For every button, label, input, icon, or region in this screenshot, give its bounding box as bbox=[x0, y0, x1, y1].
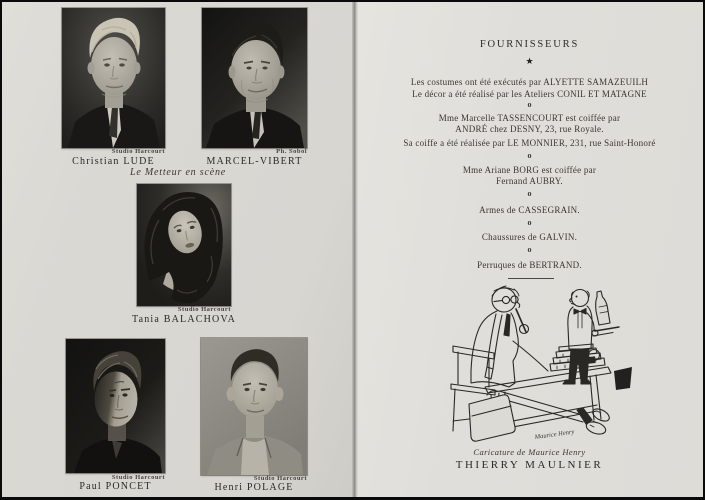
caricature-signature: Maurice Henry bbox=[534, 428, 575, 441]
photo-henri-polage bbox=[201, 338, 307, 475]
caricature-credit: Caricature de Maurice Henry bbox=[473, 447, 586, 457]
supplier-line: Perruques de BERTRAND. bbox=[477, 260, 582, 270]
caricature-drawing bbox=[447, 283, 632, 447]
supplier-line: Fernand AUBRY. bbox=[496, 176, 563, 186]
portrait-name-christian-lude: Christian LUDE bbox=[72, 156, 155, 167]
photo-marcel-vibert bbox=[202, 8, 307, 148]
circle-separator-icon: o bbox=[527, 151, 532, 160]
star-ornament-icon: ★ bbox=[525, 56, 534, 66]
fournisseurs-heading: FOURNISSEURS bbox=[479, 39, 580, 50]
circle-separator-icon: o bbox=[527, 245, 532, 254]
caricature-subject-name: THIERRY MAULNIER bbox=[455, 459, 604, 471]
supplier-line: Sa coiffe a été réalisée par LE MONNIER, 231, rue Saint-Honoré bbox=[403, 138, 656, 148]
supplier-line: Les costumes ont été exécutés par ALYETTE SAMAZEUILH bbox=[410, 77, 649, 87]
supplier-line: Le décor a été réalisé par les Ateliers CONIL ET MATAGNE bbox=[412, 89, 647, 99]
supplier-line: Armes de CASSEGRAIN. bbox=[479, 205, 580, 215]
photo-credit: Studio Harcourt bbox=[111, 148, 165, 155]
section-divider bbox=[508, 278, 554, 279]
photo-credit: Ph. Sobol bbox=[276, 148, 307, 155]
photo-christian-lude bbox=[62, 8, 165, 148]
supplier-line: Mme Ariane BORG est coiffée par bbox=[462, 165, 597, 175]
photo-credit: Studio Harcourt bbox=[253, 475, 307, 482]
portrait-name-tania-balachova: Tania BALACHOVA bbox=[131, 314, 237, 325]
role-caption: Le Metteur en scène bbox=[129, 167, 226, 178]
photo-tania-balachova bbox=[137, 184, 231, 306]
portrait-name-marcel-vibert: MARCEL-VIBERT bbox=[206, 156, 303, 167]
photo-credit: Studio Harcourt bbox=[111, 474, 165, 481]
supplier-line: ANDRÉ chez DESNY, 23, rue Royale. bbox=[455, 124, 604, 134]
supplier-line: Mme Marcelle TASSENCOURT est coiffée par bbox=[438, 113, 621, 123]
circle-separator-icon: o bbox=[527, 218, 532, 227]
circle-separator-icon: o bbox=[527, 189, 532, 198]
portrait-name-paul-poncet: Paul PONCET bbox=[79, 481, 152, 492]
circle-separator-icon: o bbox=[527, 100, 532, 109]
photo-paul-poncet bbox=[66, 339, 165, 473]
supplier-line: Chaussures de GALVIN. bbox=[481, 232, 578, 242]
portrait-name-henri-polage: Henri POLAGE bbox=[214, 482, 294, 493]
photo-credit: Studio Harcourt bbox=[177, 306, 231, 313]
